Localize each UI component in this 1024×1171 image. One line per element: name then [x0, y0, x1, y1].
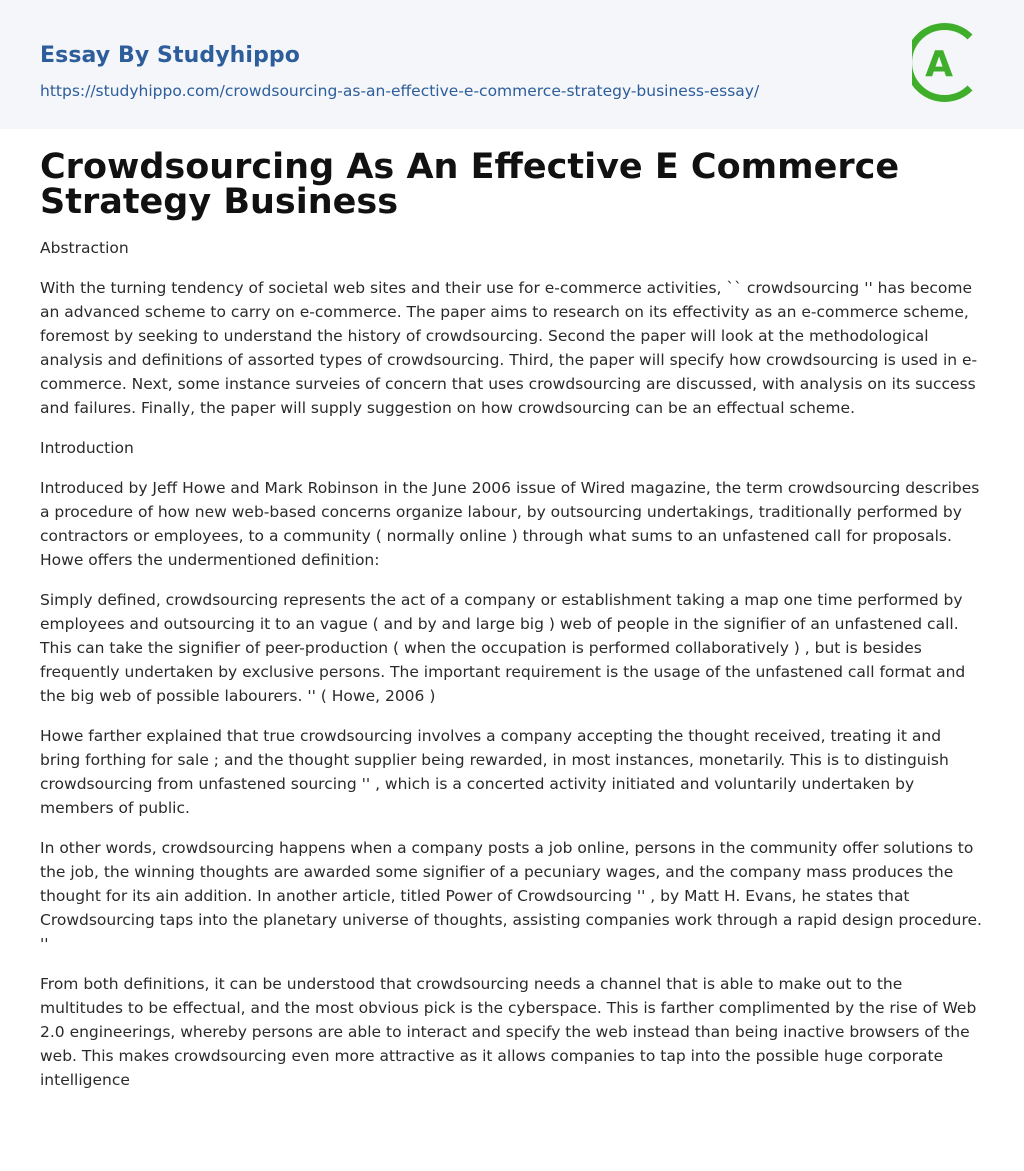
essay-title: Crowdsourcing As An Effective E Commerce Strategy Business [40, 147, 900, 222]
logo-letter: A [925, 44, 953, 85]
essay-paragraph: Introduced by Jeff Howe and Mark Robinson in the June 2006 issue of Wired magazine, the term crowdsourcing describes a procedure of how new web-based concerns organize labour, by outsourcing undertakings, traditionally performed by contractors or employees, to a community ( normally online ) through what sums to an unfastened call for proposals. Howe offers the undermentioned definition: [40, 479, 980, 569]
essay-paragraph: In other words, crowdsourcing happens when a company posts a job online, persons in the community offer solutions to the job, the winning thoughts are awarded some signifier of a pecuniary wages, and the company mass produces the thought for its ain addition. In another article, titled Power of Crowdsourcing '' , by Matt H. Evans, he states that Crowdsourcing taps into the planetary universe of thoughts, assisting companies work through a rapid design procedure. '' [40, 839, 982, 953]
essay-paragraph: With the turning tendency of societal web sites and their use for e-commerce activities, `` crowdsourcing '' has become an advanced scheme to carry on e-commerce. The paper aims to research on its effectivity as an e-commerce scheme, foremost by seeking to understand the history of crowdsourcing. Second the paper will look at the methodological analysis and definitions of assorted types of crowdsourcing. Third, the paper will specify how crowdsourcing is used in e-commerce. Next, some instance surveies of concern that uses crowdsourcing are discussed, with analysis on its success and failures. Finally, the paper will supply suggestion on how crowdsourcing can be an effectual scheme. [40, 279, 978, 417]
essay-paragraph: Howe farther explained that true crowdsourcing involves a company accepting the thought received, treating it and bring forthing for sale ; and the thought supplier being rewarded, in most instances, monetarily. This is to distinguish crowdsourcing from unfastened sourcing '' , which is a concerted activity initiated and voluntarily undertaken by members of public. [40, 727, 949, 817]
site-brand-title[interactable]: Essay By Studyhippo [40, 43, 300, 68]
essay-heading-abstraction: Abstraction [40, 239, 129, 257]
essay-content [0, 147, 1024, 1092]
essay-paragraph: From both definitions, it can be understood that crowdsourcing needs a channel that is able to make out to the multitudes to be effectual, and the most obvious pick is the cyberspace. This is farther complimented by the rise of Web 2.0 engineerings, whereby persons are able to interact and specify the web instead than being inactive browsers of the web. This makes crowdsourcing even more attractive as it allows companies to tap into the possible huge corporate intelligence [40, 975, 977, 1089]
site-header [0, 0, 1024, 129]
studyhippo-logo-icon[interactable] [912, 20, 987, 105]
essay-paragraph: Simply defined, crowdsourcing represents the act of a company or establishment taking a map one time performed by employees and outsourcing it to an vague ( and by and large big ) web of people in the signifier of an unfastened call. This can take the signifier of peer-production ( when the occupation is performed collaboratively ) , but is besides frequently undertaken by exclusive persons. The important requirement is the usage of the unfastened call format and the big web of possible labourers. '' ( Howe, 2006 ) [40, 591, 966, 705]
essay-heading-introduction: Introduction [40, 439, 134, 457]
essay-source-link[interactable]: https://studyhippo.com/crowdsourcing-as-an-effective-e-commerce-strategy-business-essay/ [40, 82, 760, 100]
